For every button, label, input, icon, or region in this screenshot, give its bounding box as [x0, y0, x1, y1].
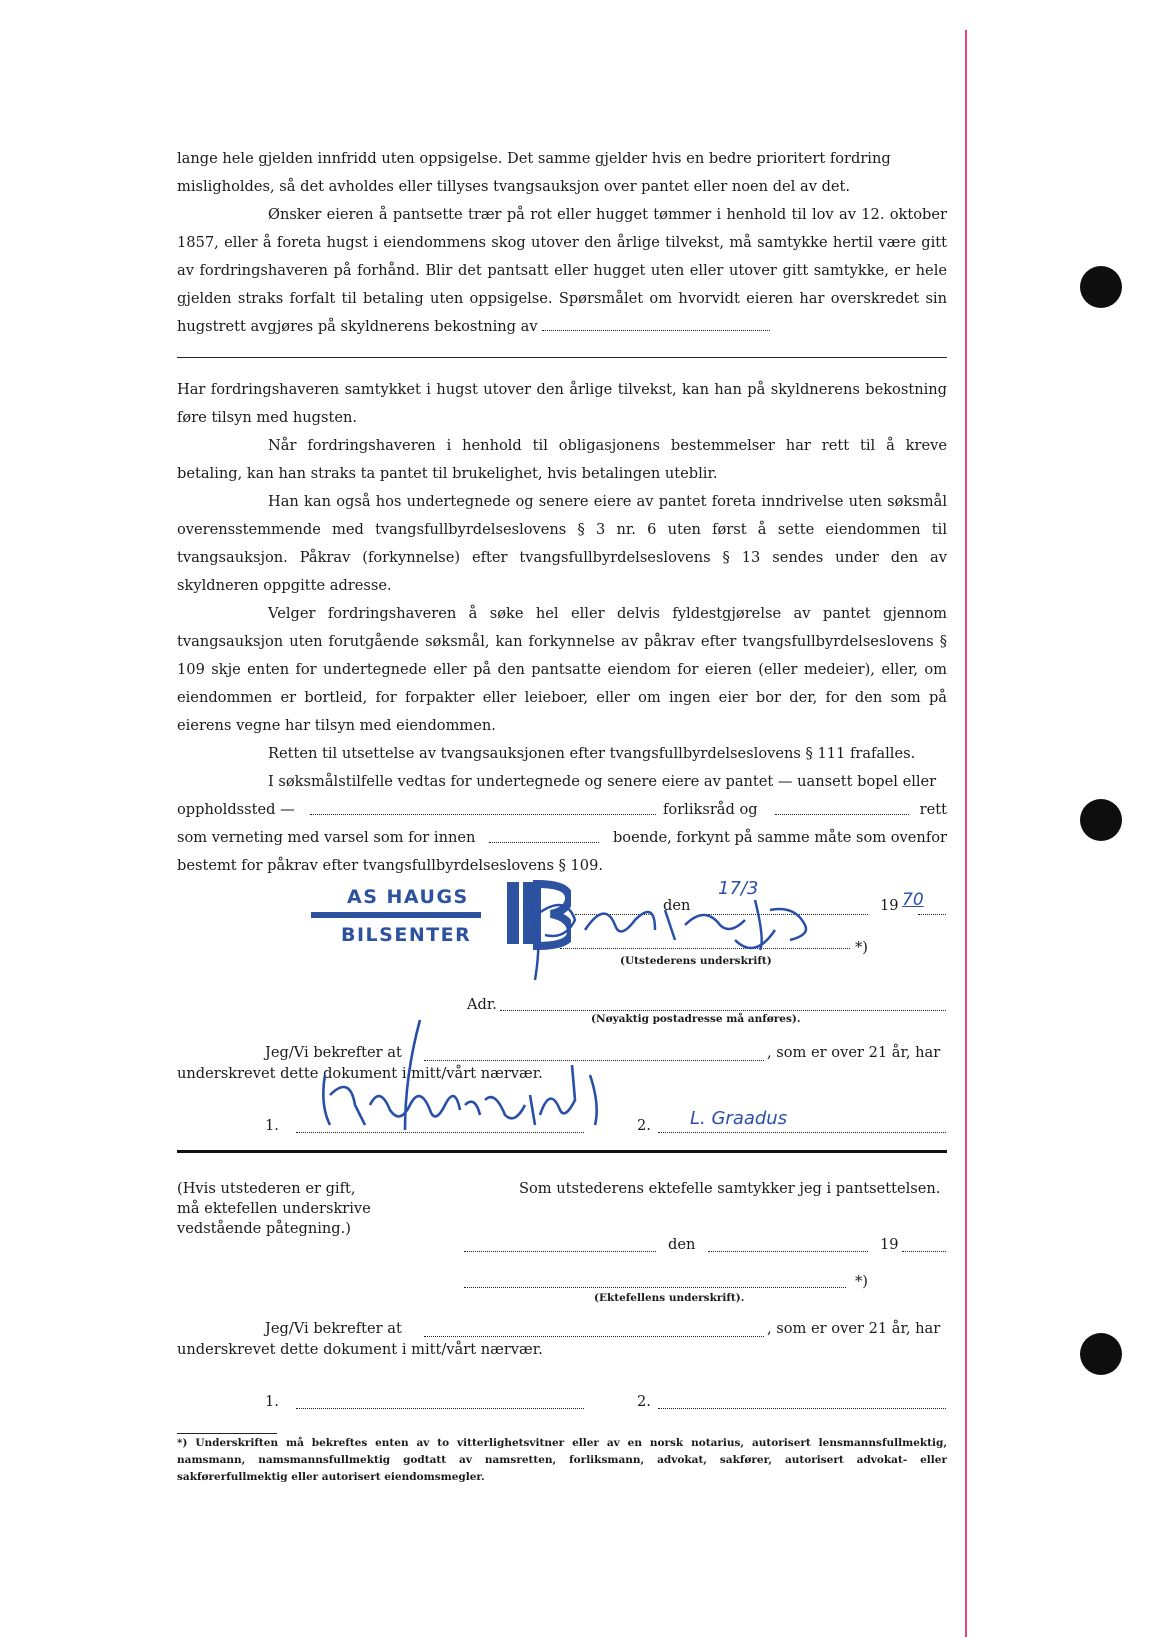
witness-1-signature: [310, 1015, 650, 1140]
address-caption: (Nøyaktig postadresse må anføres).: [591, 1013, 801, 1025]
spouse-confirm-line-2: underskrevet dette dokument i mitt/vårt nærvær.: [177, 1341, 543, 1358]
punch-hole: [1080, 1333, 1122, 1375]
margin-line: [965, 30, 967, 1637]
paragraph: Ønsker eieren å pantsette trær på rot eller hugget tømmer i henhold til lov av 12. oktober 1857, eller å foreta hugst i eiendommens skog utover den årlige tilvekst, må samtykke hertil være gitt av fordringshaveren på forhånd. Blir det pantsatt eller hugget uten eller utover gitt samtykke, er hele gjelden straks forfalt til betaling uten oppsigelse. Spørsmålet om hvorvidt eieren har overskredet sin hugstrett avgjøres på skyldnerens bekostning av: [177, 206, 947, 335]
witness-1-number: 1.: [265, 1117, 279, 1134]
spouse-signature-caption: (Ektefellens underskrift).: [594, 1292, 745, 1304]
footnote-rule: [177, 1433, 277, 1434]
paragraph: oppholdssted — forliksråd og rett: [177, 801, 947, 818]
spouse-year-prefix: 19: [880, 1236, 899, 1253]
blank-line: [177, 329, 947, 358]
spouse-note-2: må ektefellen underskrive: [177, 1200, 371, 1217]
den-label: den: [663, 897, 691, 914]
paragraph: Retten til utsettelse av tvangsauksjonen efter tvangsfullbyrdelseslovens § 111 frafalles.: [268, 745, 916, 762]
paragraph: I søksmålstilfelle vedtas for undertegnede og senere eiere av pantet — uansett bopel eller: [268, 773, 937, 790]
paragraph: Når fordringshaveren i henhold til obligasjonens bestemmelser har rett til å kreve betaling, kan han straks ta pantet til brukelighet, hvis betalingen uteblir.: [177, 437, 947, 482]
paragraph: Han kan også hos undertegnede og senere eiere av pantet foreta inndrivelse uten søksmål overensstemmende med tvangsfullbyrdelseslovens § 3 nr. 6 uten først å sette eiendommen til tvangsauksjon. Påkrav (forkynnelse) efter tvangsfullbyrdelseslovens § 13 sendes under den av skyldneren oppgitte adresse.: [177, 493, 947, 594]
handwritten-year: 70: [902, 890, 924, 910]
spouse-consent: Som utstederens ektefelle samtykker jeg i pantsettelsen.: [519, 1180, 941, 1197]
handwritten-date: 17/3: [718, 878, 759, 899]
spouse-witness-1-number: 1.: [265, 1393, 279, 1410]
spouse-note-1: (Hvis utstederen er gift,: [177, 1180, 356, 1197]
paragraph: Velger fordringshaveren å søke hel eller delvis fyldestgjørelse av pantet gjennom tvangsauksjon uten forutgående søksmål, kan forkynnelse av påkrav efter tvangsfullbyrdelseslovens § 109 skje enten for undertegnede eller på den pantsatte eiendom for eieren (eller medeier), eller, om eiendommen er bortleid, for forpakter eller leieboer, eller om ingen eier bor der, for den som på eierens vegne har tilsyn med eiendommen.: [177, 605, 947, 734]
paragraph: misligholdes, så det avholdes eller tillyses tvangsauksjon over pantet eller noen del av det.: [177, 178, 851, 195]
stamp-line-1: AS HAUGS: [347, 886, 469, 908]
asterisk-mark: *): [855, 1273, 868, 1290]
spouse-confirm-label: Jeg/Vi bekrefter at: [265, 1320, 402, 1337]
witness-2-signature: L. Graadus: [690, 1108, 788, 1129]
stamp-line-2: BILSENTER: [341, 924, 472, 946]
section-divider: [177, 1150, 947, 1153]
spouse-witness-2-number: 2.: [637, 1393, 651, 1410]
confirm-label: Jeg/Vi bekrefter at: [265, 1044, 402, 1061]
punch-hole: [1080, 799, 1122, 841]
paragraph: som verneting med varsel som for innen boende, forkynt på samme måte som ovenfor: [177, 829, 947, 846]
paragraph: bestemt for påkrav efter tvangsfullbyrdelseslovens § 109.: [177, 857, 604, 874]
body-text: [177, 145, 947, 880]
spouse-den: den: [668, 1236, 696, 1253]
spouse-confirm-tail: , som er over 21 år, har: [767, 1320, 941, 1337]
paragraph: lange hele gjelden innfridd uten oppsigelse. Det samme gjelder hvis en bedre prioritert fordring: [177, 150, 891, 167]
issuer-signature-caption: (Utstederens underskrift): [620, 955, 772, 967]
witness-2-number: 2.: [637, 1117, 651, 1134]
year-prefix: 19: [880, 897, 899, 914]
confirm-line-2: underskrevet dette dokument i mitt/vårt nærvær.: [177, 1065, 543, 1082]
address-label: Adr.: [467, 996, 497, 1013]
paragraph: Har fordringshaveren samtykket i hugst utover den årlige tilvekst, kan han på skyldnerens bekostning føre tilsyn med hugsten.: [177, 381, 947, 426]
confirm-label-tail: , som er over 21 år, har: [767, 1044, 941, 1061]
punch-hole: [1080, 266, 1122, 308]
issuer-signature: [505, 880, 845, 990]
footnote: *) Underskriften må bekreftes enten av to vitterlighetsvitner eller av en norsk notarius, autorisert lensmannsfullmektig, namsmann, namsmannsfullmektig godtatt av namsretten, forliksmann, advokat, sakfører, autorisert advokat- eller sakførerfullmektig eller autorisert eiendomsmegler.: [177, 1437, 947, 1483]
asterisk-mark: *): [855, 939, 868, 956]
spouse-note-3: vedstående påtegning.): [177, 1220, 351, 1237]
